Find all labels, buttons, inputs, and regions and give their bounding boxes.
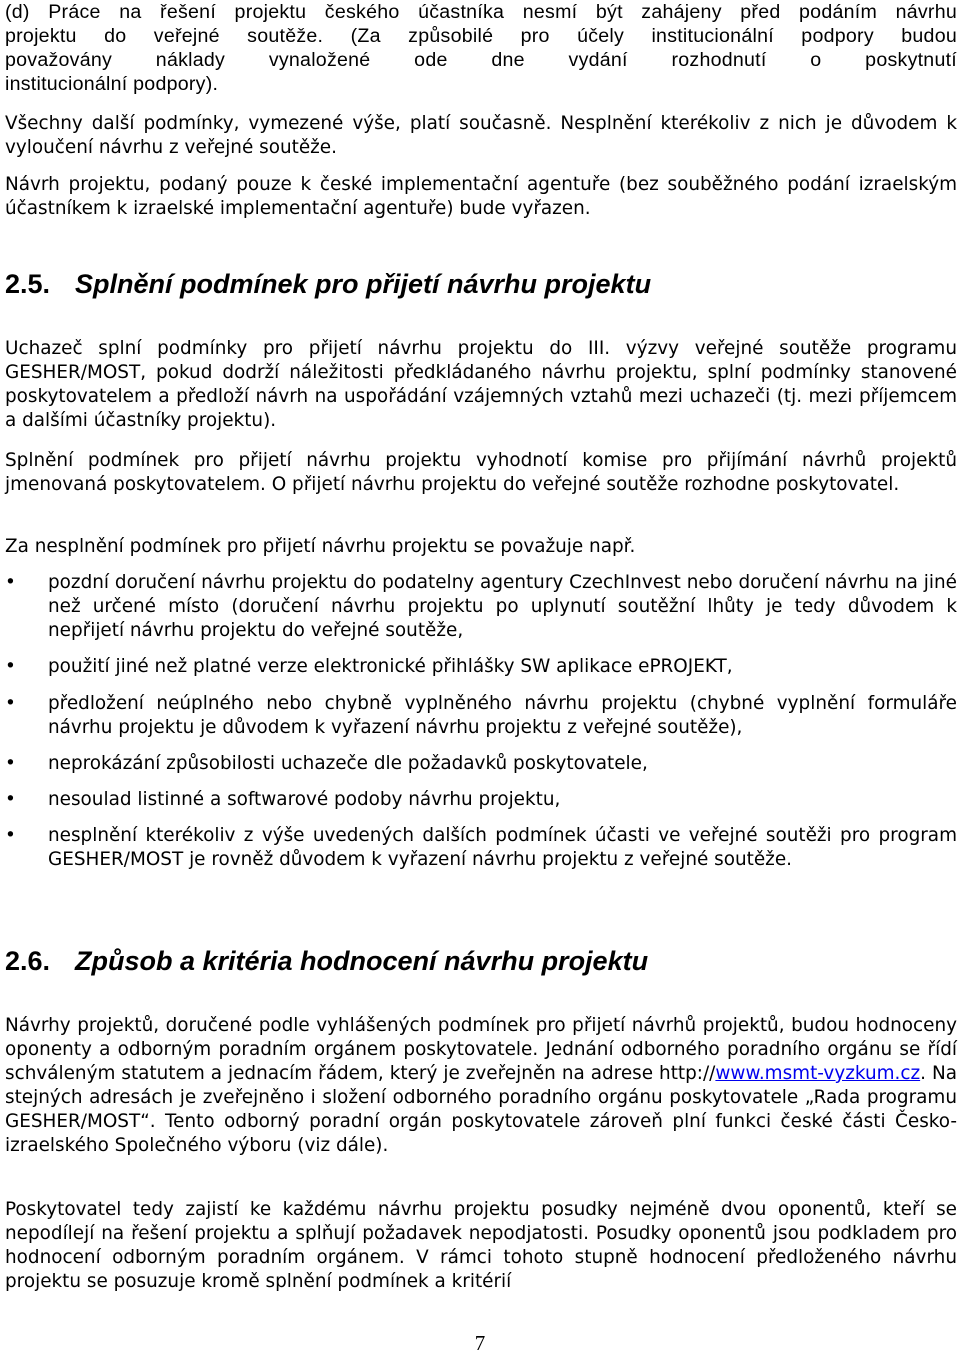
section-number: 2.5.	[5, 269, 51, 299]
item-d-line-3: považovány náklady vynaložené ode dne vydání rozhodnutí o poskytnutí	[5, 49, 957, 71]
list-item	[5, 824, 957, 872]
list-item-text: předložení neúplného nebo chybně vyplněného návrhu projektu (chybné vyplnění formuláře návrhu projektu je důvodem k vyřazení návrhu projektu z veřejné soutěže),	[48, 693, 957, 738]
paragraph-text: Návrhy projektů, doručené podle vyhlášených podmínek pro přijetí návrhů projektů, budou hodnoceny oponenty a odborným poradním orgánem poskytovatele. Jednání odborného poradního orgánu se řídí schváleným statutem a jednacím řádem, který je zveřejněn na adrese http://	[5, 1015, 957, 1084]
section-heading-2-5	[5, 268, 957, 300]
list-item	[5, 788, 957, 812]
bullet-icon: •	[5, 789, 16, 810]
paragraph-conditions: Všechny další podmínky, vymezené výše, platí současně. Nesplnění kterékoliv z nich je důvodem k vyloučení návrhu z veřejné soutěže.	[5, 113, 957, 158]
bullet-icon: •	[5, 753, 16, 774]
section-2-5-paragraph-3: Za nesplnění podmínek pro přijetí návrhu projektu se považuje např.	[5, 536, 636, 557]
bullet-icon: •	[5, 656, 16, 677]
list-item-text: neprokázání způsobilosti uchazeče dle požadavků poskytovatele,	[48, 753, 648, 774]
section-number: 2.6.	[5, 946, 51, 976]
section-heading-2-6	[5, 945, 957, 977]
list-item-text: nesoulad listinné a softwarové podoby návrhu projektu,	[48, 789, 561, 810]
bullet-icon: •	[5, 693, 16, 714]
item-d-line-2: projektu do veřejné soutěže. (Za způsobilé pro účely institucionální podpory budou	[5, 25, 957, 47]
ministry-website-link[interactable]: www.msmt-vyzkum.cz	[715, 1063, 921, 1084]
list-item-text: nesplnění kterékoliv z výše uvedených dalších podmínek účasti ve veřejné soutěži pro program GESHER/MOST je rovněž důvodem k vyřazení návrhu projektu z veřejné soutěže.	[48, 825, 957, 870]
list-item-d	[5, 0, 957, 96]
bullet-icon: •	[5, 825, 16, 846]
list-item	[5, 692, 957, 740]
item-d-line-4: institucionální podpory).	[5, 73, 219, 95]
list-item	[5, 571, 957, 643]
section-2-6-paragraph-1	[5, 1014, 957, 1158]
section-title: Způsob a kritéria hodnocení návrhu projektu	[75, 946, 649, 976]
section-2-5-paragraph-2: Splnění podmínek pro přijetí návrhu projektu vyhodnotí komise pro přijímání návrhů projektů jmenovaná poskytovatelem. O přijetí návrhu projektu do veřejné soutěže rozhodne poskytovatel.	[5, 450, 957, 495]
bullet-icon: •	[5, 572, 16, 593]
list-item-text: použití jiné než platné verze elektronické přihlášky SW aplikace ePROJEKT,	[48, 656, 733, 677]
page-number: 7	[474, 1331, 486, 1355]
paragraph-rejection: Návrh projektu, podaný pouze k české implementační agentuře (bez souběžného podání izraelským účastníkem k izraelské implementační agentuře) bude vyřazen.	[5, 174, 957, 219]
item-d-line-1: (d) Práce na řešení projektu českého účastníka nesmí být zahájeny před podáním návrhu	[5, 1, 957, 23]
list-item	[5, 752, 957, 776]
section-2-5-paragraph-1: Uchazeč splní podmínky pro přijetí návrhu projektu do III. výzvy veřejné soutěže programu GESHER/MOST, pokud dodrží náležitosti předkládaného návrhu projektu, splní podmínky stanovené poskytovatelem a předloží návrh na uspořádání vzájemných vztahů mezi uchazeči (tj. mezi příjemcem a dalšími účastníky projektu).	[5, 338, 957, 431]
rejection-reasons-list	[5, 571, 957, 872]
section-2-6-paragraph-2: Poskytovatel tedy zajistí ke každému návrhu projektu posudky nejméně dvou oponentů, kteří se nepodílejí na řešení projektu a splňují požadavek nepodjatosti. Posudky oponentů jsou podkladem pro hodnocení odborným poradním orgánem. V rámci tohoto stupně hodnocení předloženého návrhu projektu se posuzuje kromě splnění podmínek a kritérií	[5, 1199, 957, 1292]
list-item	[5, 655, 957, 679]
paragraph-text: . Na stejných adresách je zveřejněno i složení odborného poradního orgánu poskytovatele „Rada programu GESHER/MOST“. Tento odborný poradní orgán poskytovatele zároveň plní funkci české části Česko-izraelského Společného výboru (viz dále).	[5, 1063, 957, 1156]
list-item-text: pozdní doručení návrhu projektu do podatelny agentury CzechInvest nebo doručení návrhu na jiné než určené místo (doručení návrhu projektu po uplynutí soutěžní lhůty je tedy důvodem k nepřijetí návrhu projektu do veřejné soutěže,	[48, 572, 957, 641]
section-title: Splnění podmínek pro přijetí návrhu projektu	[75, 269, 652, 299]
